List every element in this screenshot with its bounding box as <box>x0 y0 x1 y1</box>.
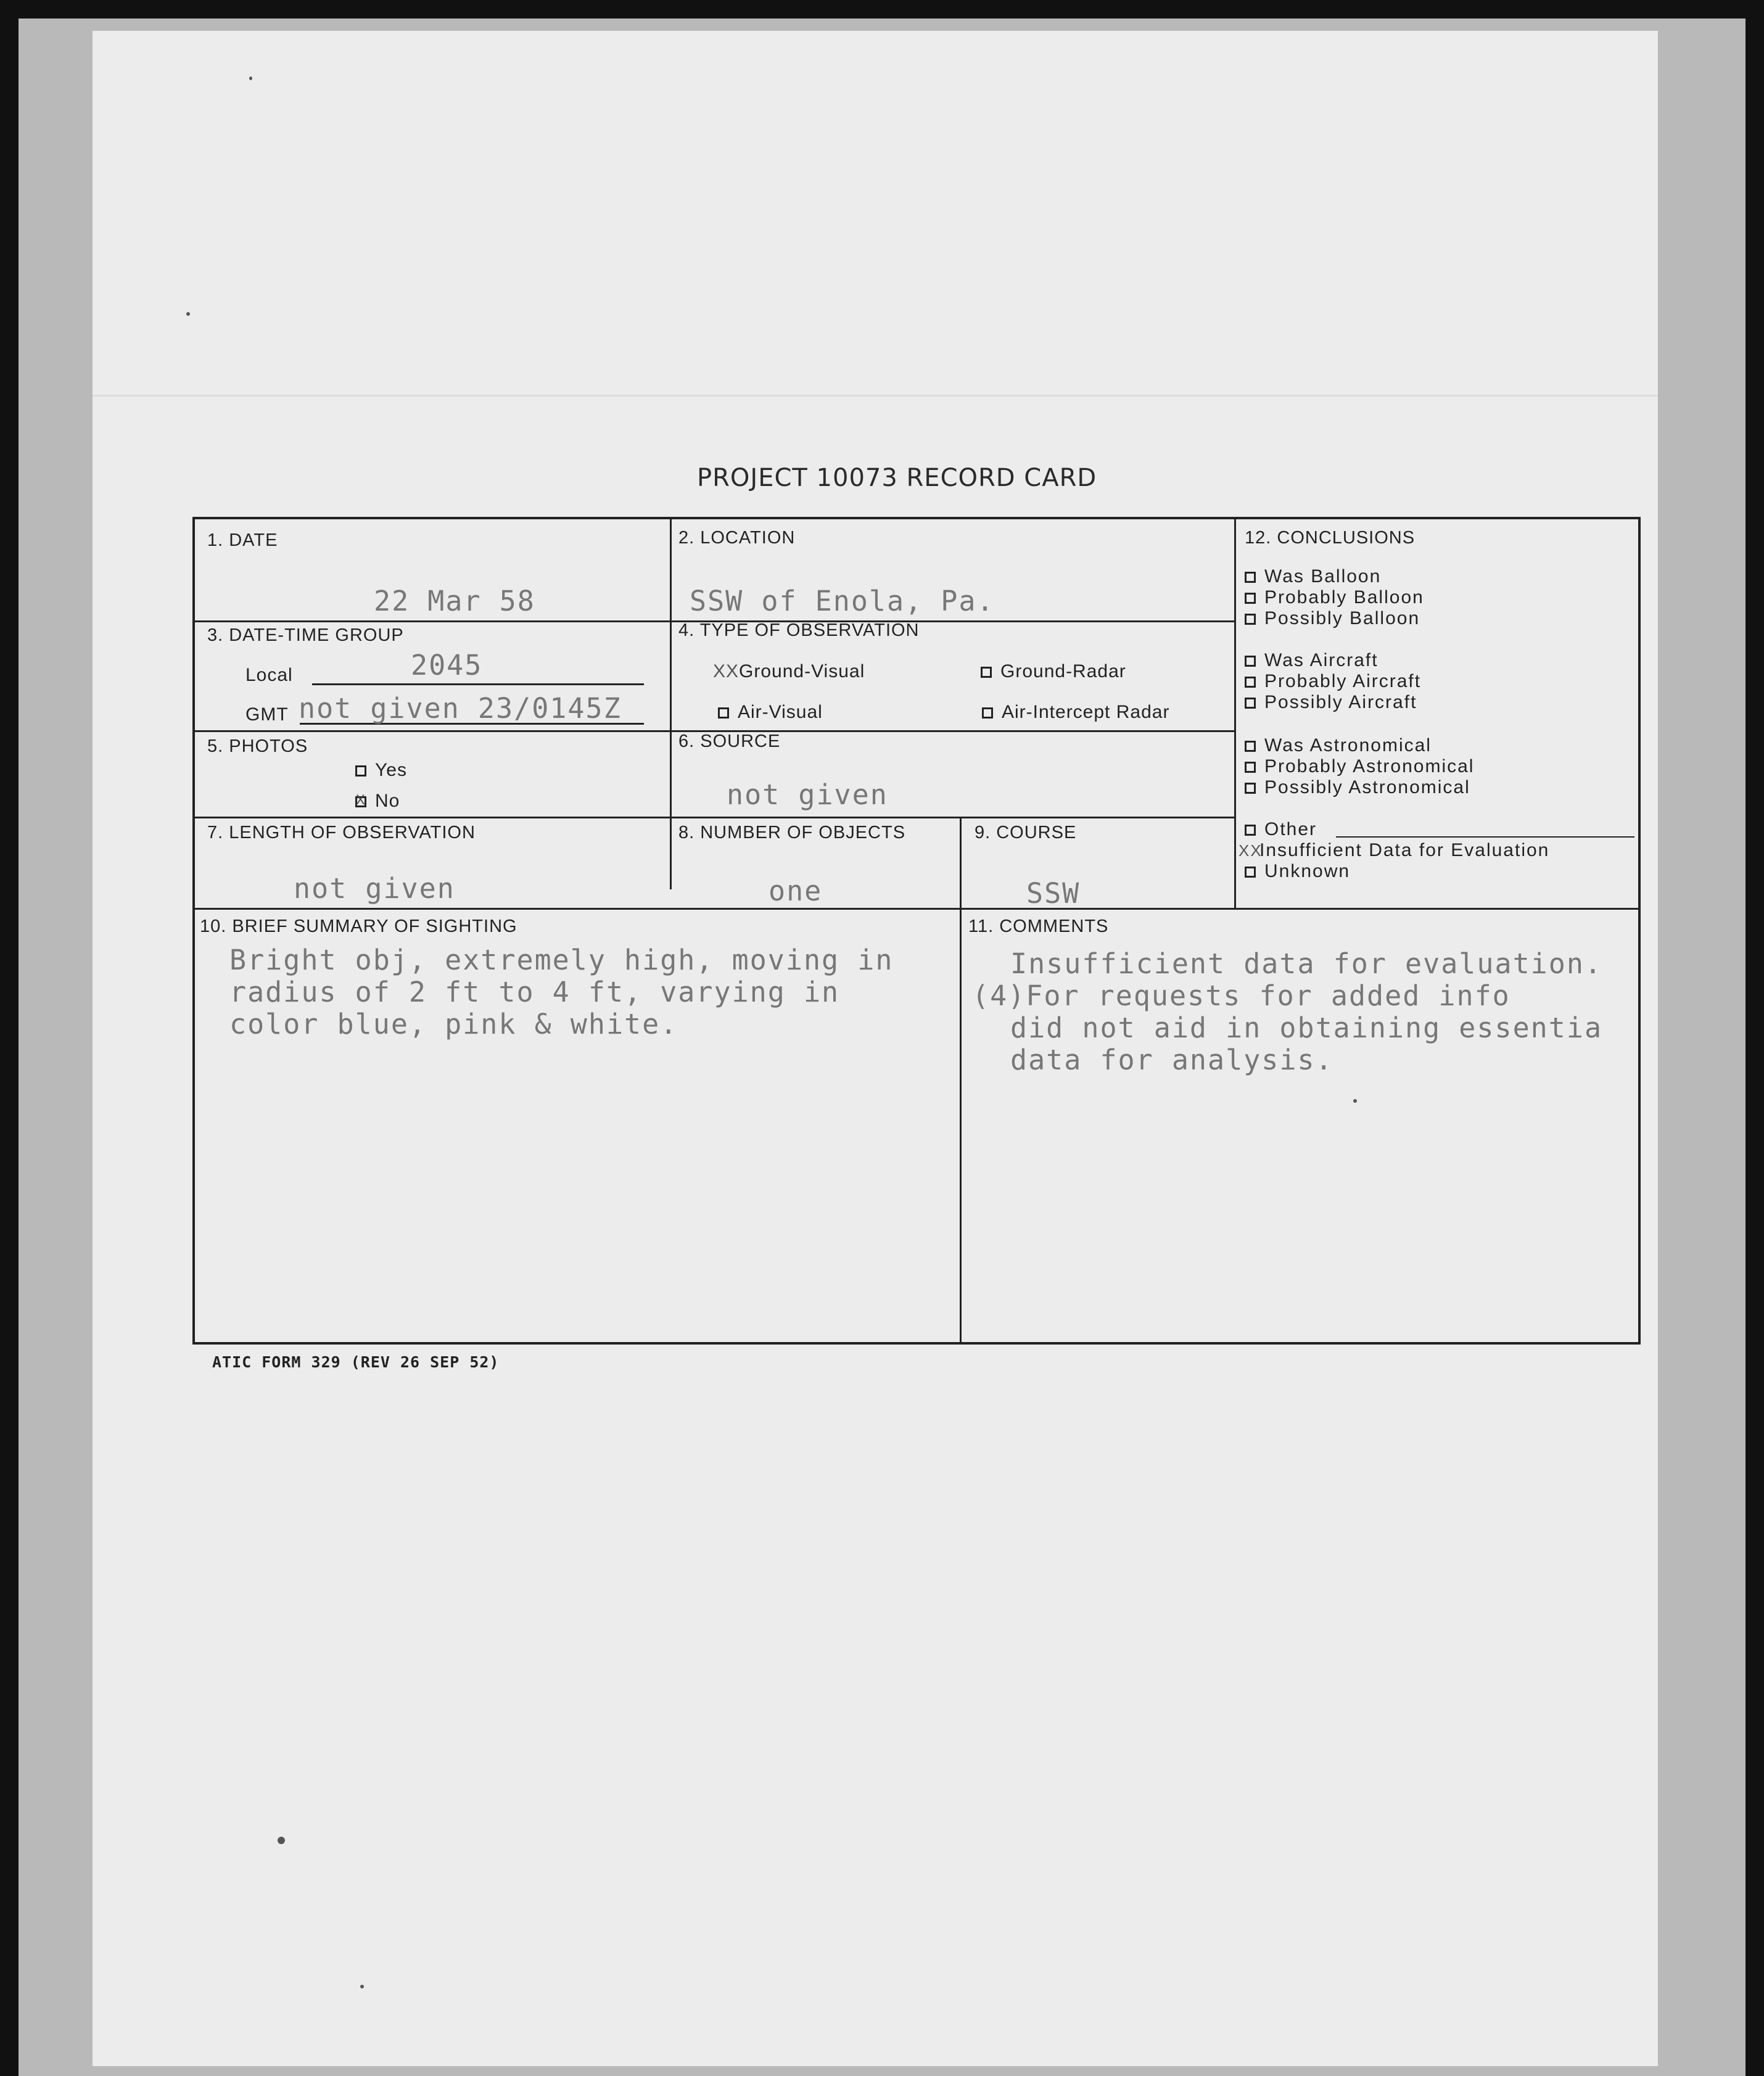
comments-line: did not aid in obtaining essentia <box>1010 1011 1603 1044</box>
checkbox <box>1245 762 1256 773</box>
scan-speck <box>1353 1099 1357 1103</box>
form-id: ATIC FORM 329 (REV 26 SEP 52) <box>212 1353 500 1371</box>
other-underline <box>1336 836 1634 838</box>
conclusion-item: Possibly Balloon <box>1245 608 1420 629</box>
conclusions-label: 12. CONCLUSIONS <box>1245 528 1416 548</box>
checkbox <box>718 707 729 719</box>
checkbox <box>1245 614 1256 625</box>
air-visual-label: Air-Visual <box>738 702 823 722</box>
ground-visual-mark: XX <box>713 661 740 682</box>
insufficient-data-mark: XX <box>1239 841 1263 860</box>
checkbox <box>1245 698 1256 709</box>
divider <box>195 908 1638 910</box>
conclusion-item: Possibly Astronomical <box>1245 777 1470 798</box>
number-of-objects-label: 8. NUMBER OF OBJECTS <box>678 823 906 842</box>
ground-visual-option <box>713 661 865 682</box>
conclusion-item: Probably Aircraft <box>1245 671 1421 692</box>
source-label: 6. SOURCE <box>678 731 781 751</box>
length-value: not given <box>294 872 455 905</box>
ground-visual-label: Ground-Visual <box>739 661 865 682</box>
course-value: SSW <box>1026 877 1081 910</box>
checkbox <box>1245 677 1256 688</box>
conclusion-item: Was Astronomical <box>1245 735 1432 756</box>
scan-speck <box>360 1985 364 1988</box>
conclusion-item: Other <box>1245 819 1317 840</box>
length-label: 7. LENGTH OF OBSERVATION <box>207 823 476 842</box>
scan-speck <box>278 1837 285 1844</box>
scan-speck <box>249 76 252 80</box>
photos-no-option <box>355 791 400 812</box>
conclusion-item: Unknown <box>1245 861 1350 882</box>
ground-radar-label: Ground-Radar <box>1000 661 1126 682</box>
photos-yes-option <box>355 760 407 781</box>
conclusion-item: Possibly Aircraft <box>1245 692 1417 713</box>
photos-yes-label: Yes <box>375 760 407 780</box>
checkbox <box>355 765 366 776</box>
conclusion-item: Was Aircraft <box>1245 650 1379 671</box>
checkbox <box>981 667 992 678</box>
date-time-group-label: 3. DATE-TIME GROUP <box>207 625 404 645</box>
air-intercept-radar-option <box>982 702 1169 723</box>
air-visual-option <box>718 702 823 723</box>
date-label: 1. DATE <box>207 530 278 550</box>
conclusion-item: Was Balloon <box>1245 566 1381 587</box>
divider <box>1234 519 1236 909</box>
date-value: 22 Mar 58 <box>374 585 535 617</box>
summary-line: color blue, pink & white. <box>229 1008 678 1040</box>
type-of-observation-label: 4. TYPE OF OBSERVATION <box>678 620 920 640</box>
course-label: 9. COURSE <box>975 823 1077 842</box>
checkbox <box>1245 572 1256 583</box>
checkbox-checked <box>355 792 366 808</box>
record-card <box>192 517 1641 1345</box>
location-value: SSW of Enola, Pa. <box>690 585 995 617</box>
checkbox <box>1245 825 1256 836</box>
checkbox <box>1245 656 1256 667</box>
ground-radar-option <box>981 661 1126 682</box>
local-underline <box>312 683 644 685</box>
comments-line: (4)For requests for added info <box>972 979 1511 1012</box>
location-label: 2. LOCATION <box>678 528 796 548</box>
divider <box>670 519 672 889</box>
photos-no-label: No <box>375 791 400 811</box>
conclusion-item-checked: XXInsufficient Data for Evaluation <box>1239 840 1550 860</box>
gmt-label: GMT <box>245 704 289 725</box>
paper-fold-line <box>93 395 1658 397</box>
photos-no-mark: X <box>356 792 366 808</box>
summary-line: Bright obj, extremely high, moving in <box>229 944 894 976</box>
divider <box>960 818 962 1342</box>
conclusion-item: Probably Balloon <box>1245 587 1424 608</box>
source-value: not given <box>727 778 888 811</box>
checkbox <box>982 707 993 719</box>
checkbox <box>1245 741 1256 752</box>
local-label: Local <box>245 665 293 685</box>
checkbox <box>1245 783 1256 794</box>
divider <box>195 817 1235 818</box>
scan-speck <box>186 312 190 316</box>
comments-label: 11. COMMENTS <box>968 916 1109 936</box>
local-value: 2045 <box>411 649 483 682</box>
checkbox <box>1245 593 1256 604</box>
card-title: PROJECT 10073 RECORD CARD <box>697 464 1097 492</box>
air-intercept-radar-label: Air-Intercept Radar <box>1002 702 1170 722</box>
photos-label: 5. PHOTOS <box>207 736 308 756</box>
gmt-value: not given 23/0145Z <box>299 692 622 725</box>
comments-line: data for analysis. <box>1010 1044 1333 1076</box>
summary-line: radius of 2 ft to 4 ft, varying in <box>229 976 840 1008</box>
summary-label: 10. BRIEF SUMMARY OF SIGHTING <box>200 916 517 936</box>
comments-line: Insufficient data for evaluation. <box>1010 947 1603 980</box>
conclusion-item: Probably Astronomical <box>1245 756 1474 777</box>
number-of-objects-value: one <box>769 875 823 907</box>
checkbox <box>1245 867 1256 878</box>
